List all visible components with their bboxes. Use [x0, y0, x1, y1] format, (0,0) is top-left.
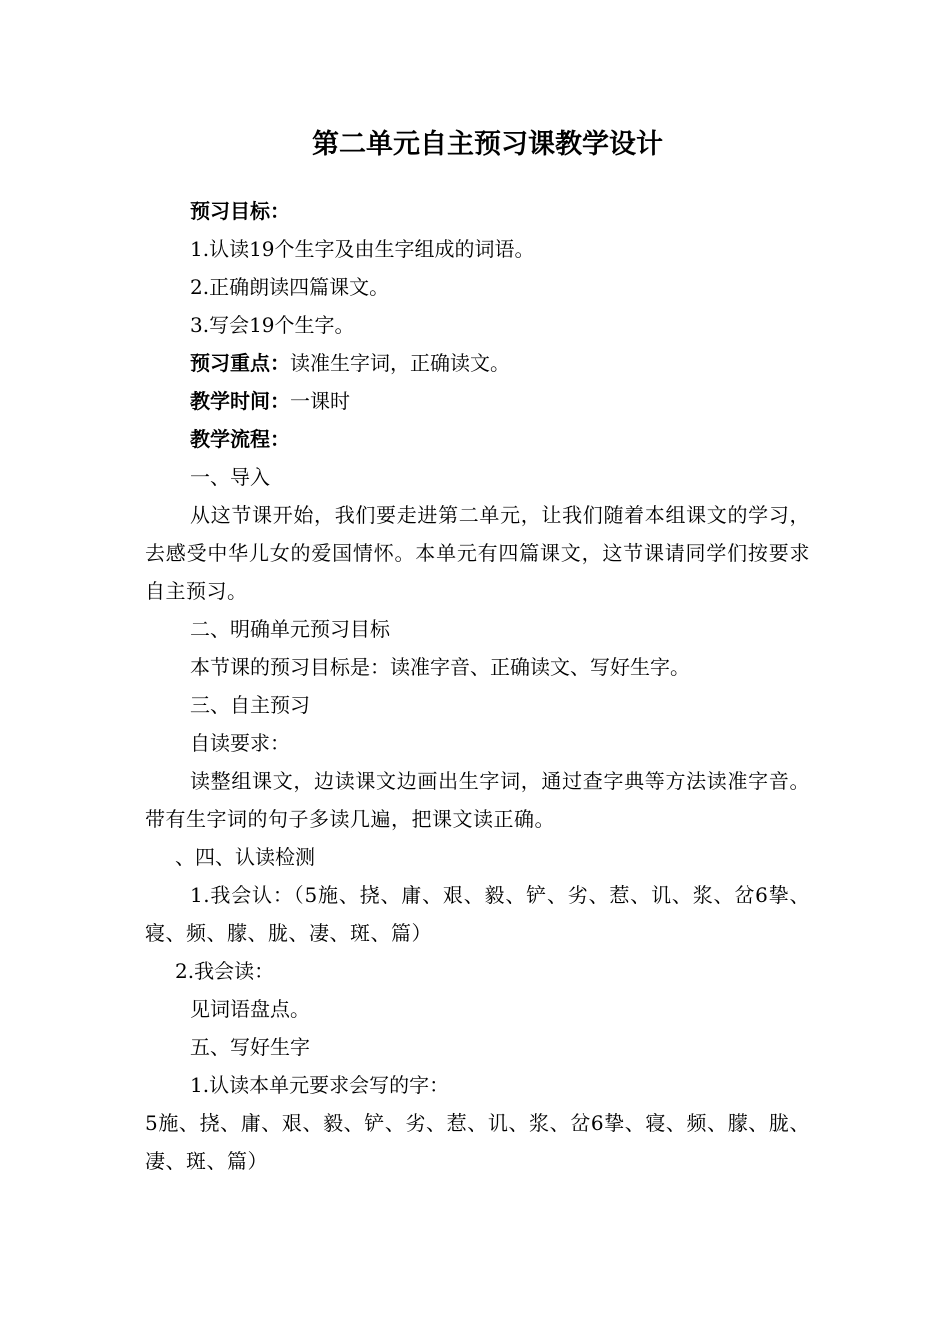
focus-text: 读准生字词，正确读文。 — [290, 351, 510, 375]
section-4-item-2-text: 见词语盘点。 — [190, 997, 310, 1021]
section-3-paragraph: 读整组课文，边读课文边画出生字词，通过查字典等方法读准字音。带有生字词的句子多读几遍，把课文读正确。 — [145, 769, 810, 831]
goal-3: 3.写会19个生字。 — [190, 313, 355, 337]
section-5-item-1: 1.认读本单元要求会写的字： — [190, 1073, 450, 1097]
process-label: 教学流程： — [190, 427, 290, 451]
focus-line — [145, 344, 810, 382]
section-3-heading: 三、自主预习 — [190, 693, 310, 717]
goal-1: 1.认读19个生字及由生字组成的词语。 — [190, 237, 535, 261]
goal-2: 2.正确朗读四篇课文。 — [190, 275, 390, 299]
document-page — [145, 120, 810, 1180]
time-line — [145, 382, 810, 420]
time-text: 一课时 — [290, 389, 350, 413]
section-2-heading: 二、明确单元预习目标 — [190, 617, 390, 641]
section-2-text: 本节课的预习目标是：读准字音、正确读文、写好生字。 — [190, 655, 690, 679]
section-1-paragraph: 从这节课开始，我们要走进第二单元，让我们随着本组课文的学习，去感受中华儿女的爱国情怀。本单元有四篇课文，这节课请同学们按要求自主预习。 — [145, 503, 810, 603]
section-3-subheading: 自读要求： — [190, 731, 290, 755]
section-4-heading: 、四、认读检测 — [175, 845, 315, 869]
section-4-item-2: 2.我会读： — [175, 959, 275, 983]
time-label: 教学时间： — [190, 389, 290, 413]
focus-label: 预习重点： — [190, 351, 290, 375]
section-5-heading: 五、写好生字 — [190, 1035, 310, 1059]
section-1-heading: 一、导入 — [190, 465, 270, 489]
section-4-item-1: 1.我会认：（5施、挠、庸、艰、毅、铲、劣、惹、讥、浆、岔6挚、寝、频、朦、胧、凄、斑、篇） — [145, 883, 810, 945]
goals-label: 预习目标： — [190, 199, 290, 223]
section-5-characters: 5施、挠、庸、艰、毅、铲、劣、惹、讥、浆、岔6挚、寝、频、朦、胧、凄、斑、篇） — [145, 1111, 810, 1173]
document-title: 第二单元自主预习课教学设计 — [312, 129, 663, 160]
